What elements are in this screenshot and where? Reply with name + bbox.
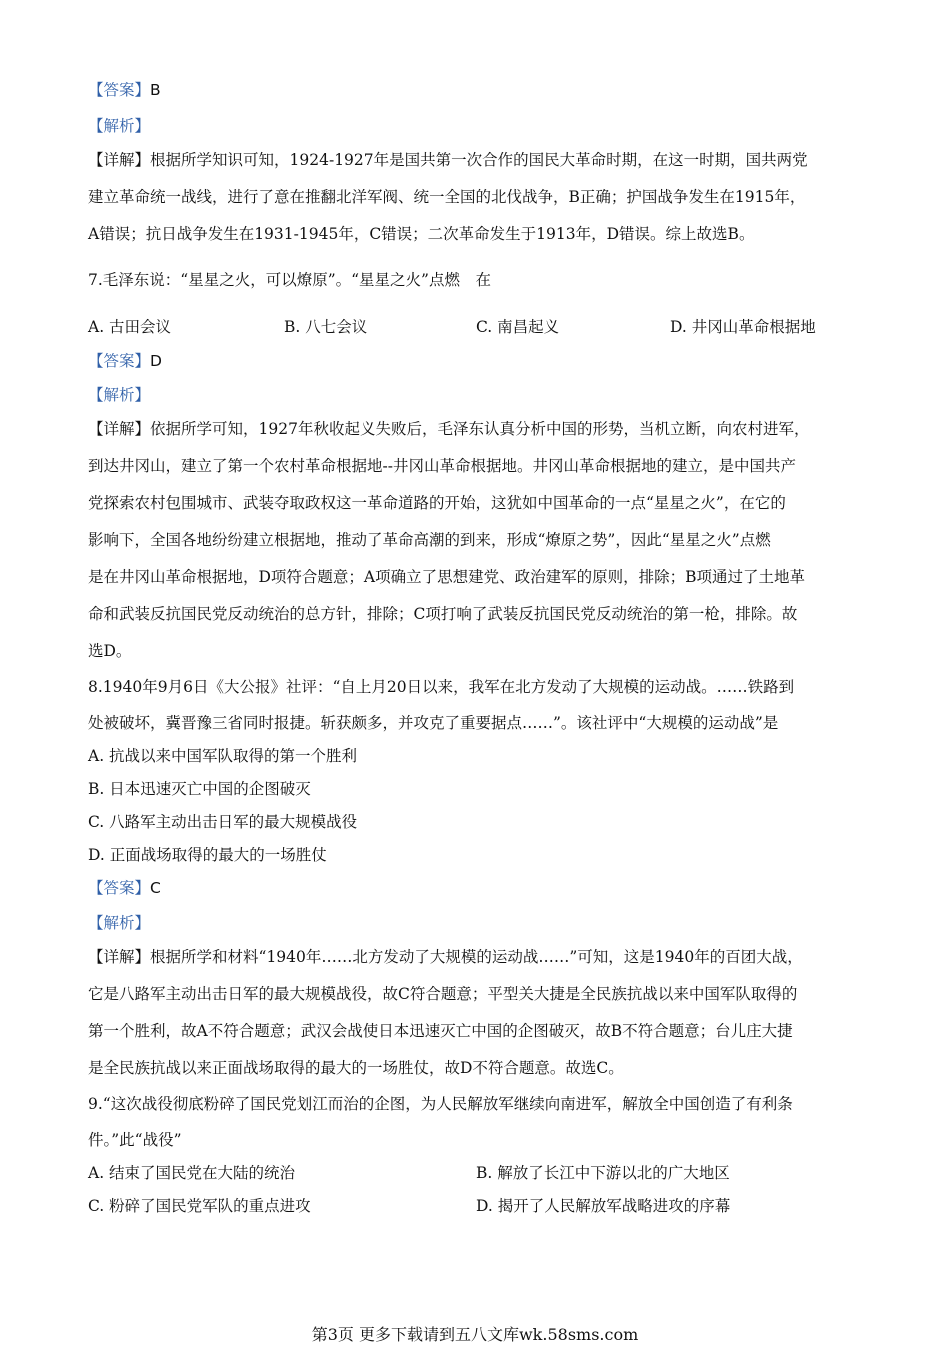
q7-stem: 7.毛泽东说：“星星之火，可以燎原”。“星星之火”点燃 在 (88, 271, 491, 289)
q7-detail-line: 命和武装反抗国民党反动统治的总方针，排除；C项打响了武装反抗国民党反动统治的第一枪，排除。故 (88, 605, 798, 623)
q6-detail-line: A错误；抗日战争发生在1931-1945年，C错误；二次革命发生于1913年，D错误。综上故选B。 (88, 225, 755, 243)
answer-value: C (150, 879, 161, 897)
q6-answer (88, 80, 161, 100)
q7-option-d: D. 井冈山革命根据地 (670, 318, 816, 336)
q9-option-a: A. 结束了国民党在大陆的统治 (88, 1164, 296, 1182)
q7-option-c: C. 南昌起义 (476, 318, 560, 336)
q9-stem-line: 件。”此“战役” (88, 1131, 182, 1149)
answer-value: B (150, 81, 161, 99)
q7-detail-line: 【详解】依据所学可知，1927年秋收起义失败后，毛泽东认真分析中国的形势，当机立断，向农村进军， (88, 420, 810, 438)
q9-option-d: D. 揭开了人民解放军战略进攻的序幕 (476, 1197, 731, 1215)
q8-detail-line: 第一个胜利，故A不符合题意；武汉会战使日本迅速灭亡中国的企图破灭，故B不符合题意；台儿庄大捷 (88, 1022, 793, 1040)
q7-answer (88, 351, 162, 371)
q8-option-b: B. 日本迅速灭亡中国的企图破灭 (88, 780, 311, 798)
q6-detail-line: 【详解】根据所学知识可知，1924-1927年是国共第一次合作的国民大革命时期，在这一时期，国共两党 (88, 151, 808, 169)
q6-analysis-label: 【解析】 (88, 117, 151, 135)
q8-analysis-label: 【解析】 (88, 914, 151, 932)
q8-answer (88, 878, 161, 898)
q8-detail-line: 它是八路军主动出击日军的最大规模战役，故C符合题意；平型关大捷是全民族抗战以来中国军队取得的 (88, 985, 798, 1003)
q7-detail-line: 选D。 (88, 642, 132, 660)
answer-label: 【答案】 (88, 879, 151, 897)
q7-option-a: A. 古田会议 (88, 318, 172, 336)
answer-value: D (150, 352, 162, 370)
page-footer: 第3页 更多下载请到五八文库wk.58sms.com (311, 1325, 639, 1344)
q8-detail-line: 【详解】根据所学和材料“1940年……北方发动了大规模的运动战……”可知，这是1940年的百团大战， (88, 948, 803, 966)
q8-option-a: A. 抗战以来中国军队取得的第一个胜利 (88, 747, 358, 765)
detail-label: 【详解】 (88, 151, 151, 169)
q6-detail-line: 建立革命统一战线，进行了意在推翻北洋军阀、统一全国的北伐战争，B正确；护国战争发生在1915年， (88, 188, 806, 206)
q9-option-c: C. 粉碎了国民党军队的重点进攻 (88, 1197, 311, 1215)
q8-stem-line: 处被破坏，冀晋豫三省同时报捷。斩获颇多，并攻克了重要据点……”。该社评中“大规模的运动战”是 (88, 714, 779, 732)
q9-option-b: B. 解放了长江中下游以北的广大地区 (476, 1164, 730, 1182)
q8-detail-line: 是全民族抗战以来正面战场取得的最大的一场胜仗，故D不符合题意。故选C。 (88, 1059, 624, 1077)
q7-detail-line: 影响下，全国各地纷纷建立根据地，推动了革命高潮的到来，形成“燎原之势”，因此“星星之火”点燃 (88, 531, 771, 549)
q8-option-c: C. 八路军主动出击日军的最大规模战役 (88, 813, 358, 831)
detail-label: 【详解】 (88, 420, 151, 438)
q8-option-d: D. 正面战场取得的最大的一场胜仗 (88, 846, 327, 864)
q7-option-b: B. 八七会议 (284, 318, 368, 336)
q7-detail-line: 是在井冈山革命根据地，D项符合题意；A项确立了思想建党、政治建军的原则，排除；B项通过了土地革 (88, 568, 806, 586)
q8-stem-line: 8.1940年9月6日《大公报》社评：“自上月20日以来，我军在北方发动了大规模的运动战。……铁路到 (88, 678, 795, 696)
q7-detail-line: 党探索农村包围城市、武装夺取政权这一革命道路的开始，这犹如中国革命的一点“星星之火”，在它的 (88, 494, 786, 512)
q7-detail-line: 到达井冈山，建立了第一个农村革命根据地--井冈山革命根据地。井冈山革命根据地的建立，是中国共产 (88, 457, 796, 475)
answer-label: 【答案】 (88, 81, 151, 99)
q7-analysis-label: 【解析】 (88, 386, 151, 404)
detail-label: 【详解】 (88, 948, 151, 966)
answer-label: 【答案】 (88, 352, 151, 370)
q9-stem-line: 9.“这次战役彻底粉碎了国民党划江而治的企图，为人民解放军继续向南进军，解放全中国创造了有利条 (88, 1095, 793, 1113)
